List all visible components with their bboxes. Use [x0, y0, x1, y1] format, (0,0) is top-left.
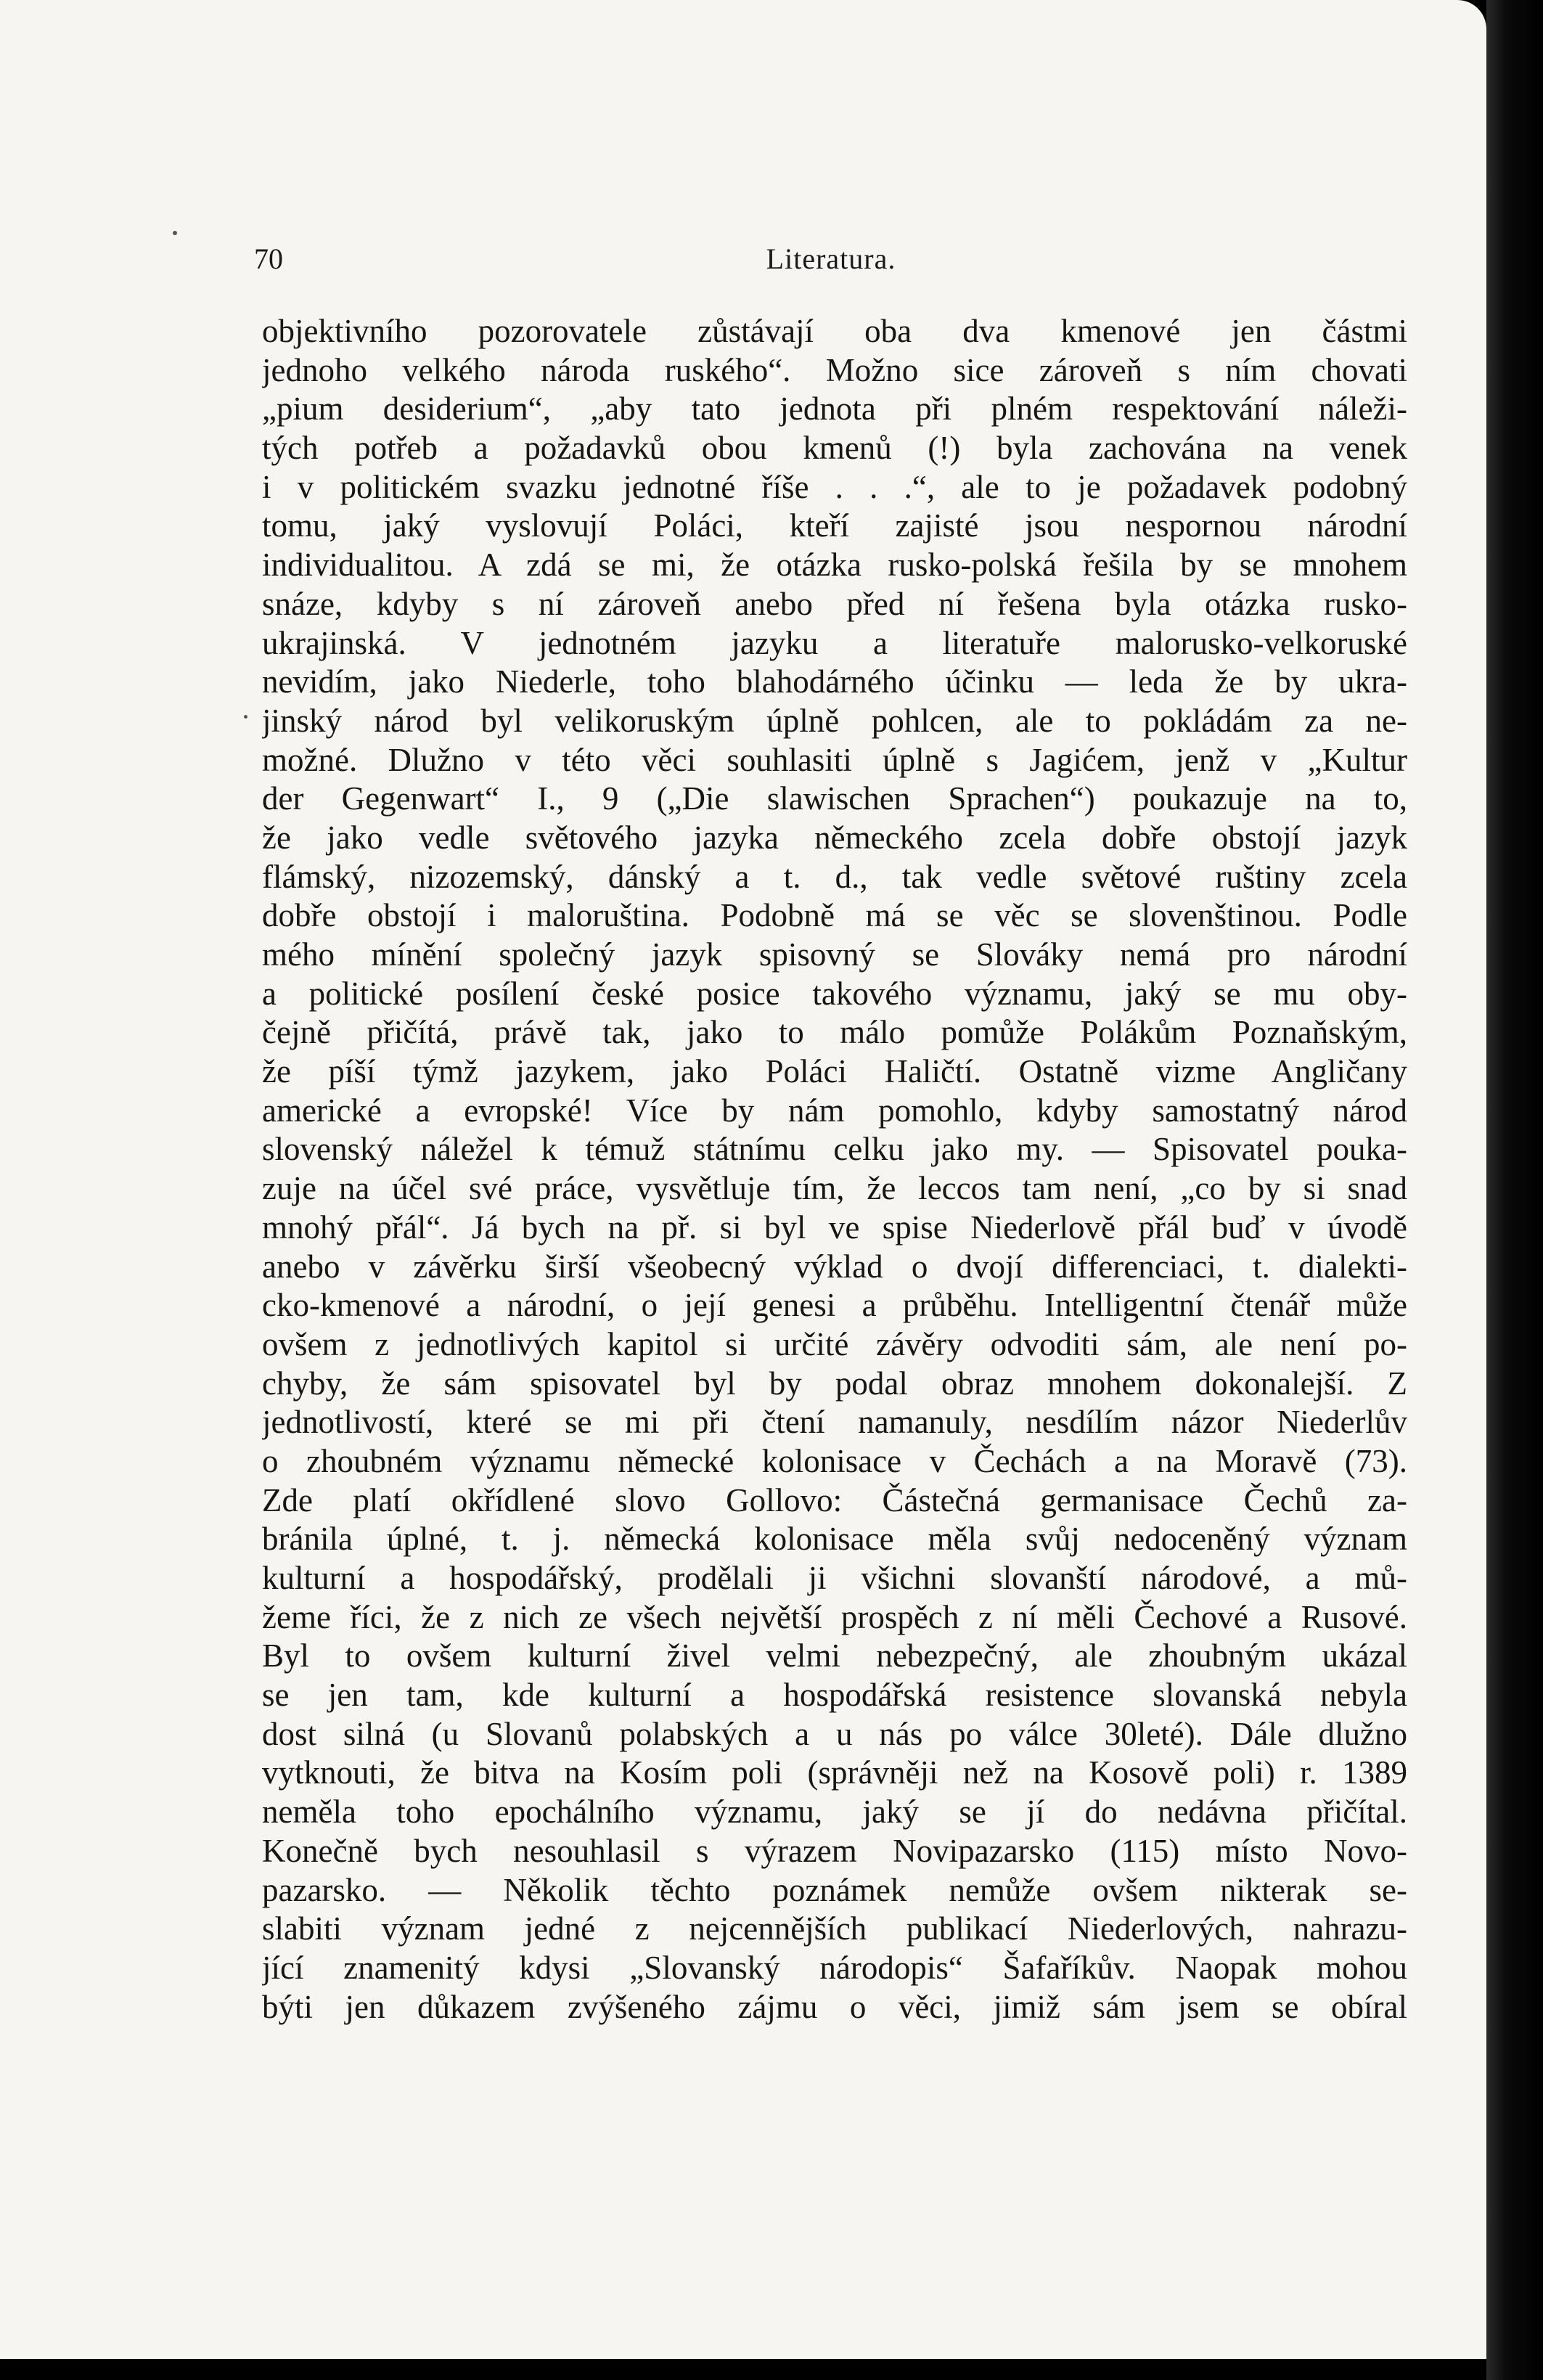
text-line: kulturní a hospodářský, prodělali ji všichni slovanští národové, a mů- — [262, 1560, 1407, 1596]
text-line: zuje na účel své práce, vysvětluje tím, že leccos tam není, „co by si snad — [262, 1170, 1407, 1207]
text-line: že píší týmž jazykem, jako Poláci Haličtí. Ostatně vizme Angličany — [262, 1053, 1407, 1090]
text-line: chyby, že sám spisovatel byl by podal obraz mnohem dokonalejší. Z — [262, 1365, 1407, 1402]
text-line: jinský národ byl velikoruským úplně pohlcen, ale to pokládám za ne- — [262, 702, 1407, 739]
text-line: cko-kmenové a národní, o její genesi a průběhu. Intelligentní čtenář může — [262, 1287, 1407, 1324]
text-line: Konečně bych nesouhlasil s výrazem Novipazarsko (115) místo Novo- — [262, 1832, 1407, 1869]
text-line: jící znamenitý kdysi „Slovanský národopis“ Šafaříkův. Naopak mohou — [262, 1949, 1407, 1986]
text-line: objektivního pozorovatele zůstávají oba dva kmenové jen částmi — [262, 313, 1407, 349]
text-line: možné. Dlužno v této věci souhlasiti úplně s Jagićem, jenž v „Kultur — [262, 741, 1407, 778]
text-line: ovšem z jednotlivých kapitol si určité závěry odvoditi sám, ale není po- — [262, 1325, 1407, 1362]
text-line: že jako vedle světového jazyka německého zcela dobře obstojí jazyk — [262, 819, 1407, 856]
text-line: americké a evropské! Více by nám pomohlo, kdyby samostatný národ — [262, 1092, 1407, 1129]
text-line: neměla toho epochálního významu, jaký se jí do nedávna přičítal. — [262, 1794, 1407, 1831]
page-header — [254, 234, 1408, 285]
text-line: tomu, jaký vyslovují Poláci, kteří zajisté jsou nespornou národní — [262, 507, 1407, 544]
text-line: „pium desiderium“, „aby tato jednota při plném respektování náleži- — [262, 390, 1407, 428]
text-line: pazarsko. — Několik těchto poznámek nemůže ovšem nikterak se- — [262, 1871, 1407, 1908]
text-line: jednotlivostí, které se mi při čtení namanuly, nesdílím názor Niederlův — [262, 1404, 1407, 1441]
text-line: tých potřeb a požadavků obou kmenů (!) byla zachována na venek — [262, 430, 1407, 467]
text-line: mého mínění společný jazyk spisovný se Slováky nemá pro národní — [262, 936, 1407, 973]
text-line: der Gegenwart“ I., 9 („Die slawischen Sprachen“) poukazuje na to, — [262, 780, 1407, 817]
body-text — [262, 312, 1407, 2027]
text-line: dobře obstojí i maloruština. Podobně má se věc se slovenštinou. Podle — [262, 897, 1407, 934]
text-line: jednoho velkého národa ruského“. Možno sice zároveň s ním chovati — [262, 351, 1407, 388]
text-line: býti jen důkazem zvýšeného zájmu o věci, jimiž sám jsem se obíral — [262, 1988, 1407, 2025]
text-line: žeme říci, že z nich ze všech největší prospěch z ní měli Čechové a Rusové. — [262, 1598, 1407, 1635]
text-line: ukrajinská. V jednotném jazyku a literatuře malorusko-velkoruské — [262, 624, 1407, 661]
text-line: čejně přičítá, právě tak, jako to málo pomůže Polákům Poznaňským, — [262, 1014, 1407, 1051]
scan-edge — [1486, 0, 1543, 2380]
text-line: slabiti význam jedné z nejcennějších publikací Niederlových, nahrazu- — [262, 1910, 1407, 1947]
text-line: vytknouti, že bitva na Kosím poli (správněji než na Kosově poli) r. 1389 — [262, 1754, 1407, 1791]
text-line: individualitou. A zdá se mi, že otázka rusko-polská řešila by se mnohem — [262, 547, 1407, 584]
text-line: se jen tam, kde kulturní a hospodářská resistence slovanská nebyla — [262, 1677, 1407, 1714]
ink-speck — [244, 715, 247, 719]
text-line: nevidím, jako Niederle, toho blahodárného účinku — leda že by ukra- — [262, 663, 1407, 700]
running-title: Literatura. — [766, 242, 896, 275]
text-line: mnohý přál“. Já bych na př. si byl ve spise Niederlově přál buď v úvodě — [262, 1209, 1407, 1246]
text-line: i v politickém svazku jednotné říše . . .“, ale to je požadavek podobný — [262, 468, 1407, 505]
ink-speck — [173, 231, 177, 235]
text-line: a politické posílení české posice takového významu, jaký se mu oby- — [262, 975, 1407, 1012]
text-line: anebo v závěrku širší všeobecný výklad o dvojí differenciaci, t. dialekti- — [262, 1248, 1407, 1285]
text-line: dost silná (u Slovanů polabských a u nás po válce 30leté). Dále dlužno — [262, 1715, 1407, 1752]
text-line: bránila úplné, t. j. německá kolonisace měla svůj nedoceněný význam — [262, 1521, 1407, 1558]
text-line: o zhoubném významu německé kolonisace v Čechách a na Moravě (73). — [262, 1442, 1407, 1479]
text-line: slovenský náležel k témuž státnímu celku jako my. — Spisovatel pouka- — [262, 1131, 1407, 1168]
text-line: Byl to ovšem kulturní živel velmi nebezpečný, ale zhoubným ukázal — [262, 1637, 1407, 1674]
page-number: 70 — [254, 242, 283, 275]
text-line: flámský, nizozemský, dánský a t. d., tak vedle světové ruštiny zcela — [262, 858, 1407, 895]
text-line: Zde platí okřídlené slovo Gollovo: Částečná germanisace Čechů za- — [262, 1481, 1407, 1518]
text-line: snáze, kdyby s ní zároveň anebo před ní řešena byla otázka rusko- — [262, 585, 1407, 622]
